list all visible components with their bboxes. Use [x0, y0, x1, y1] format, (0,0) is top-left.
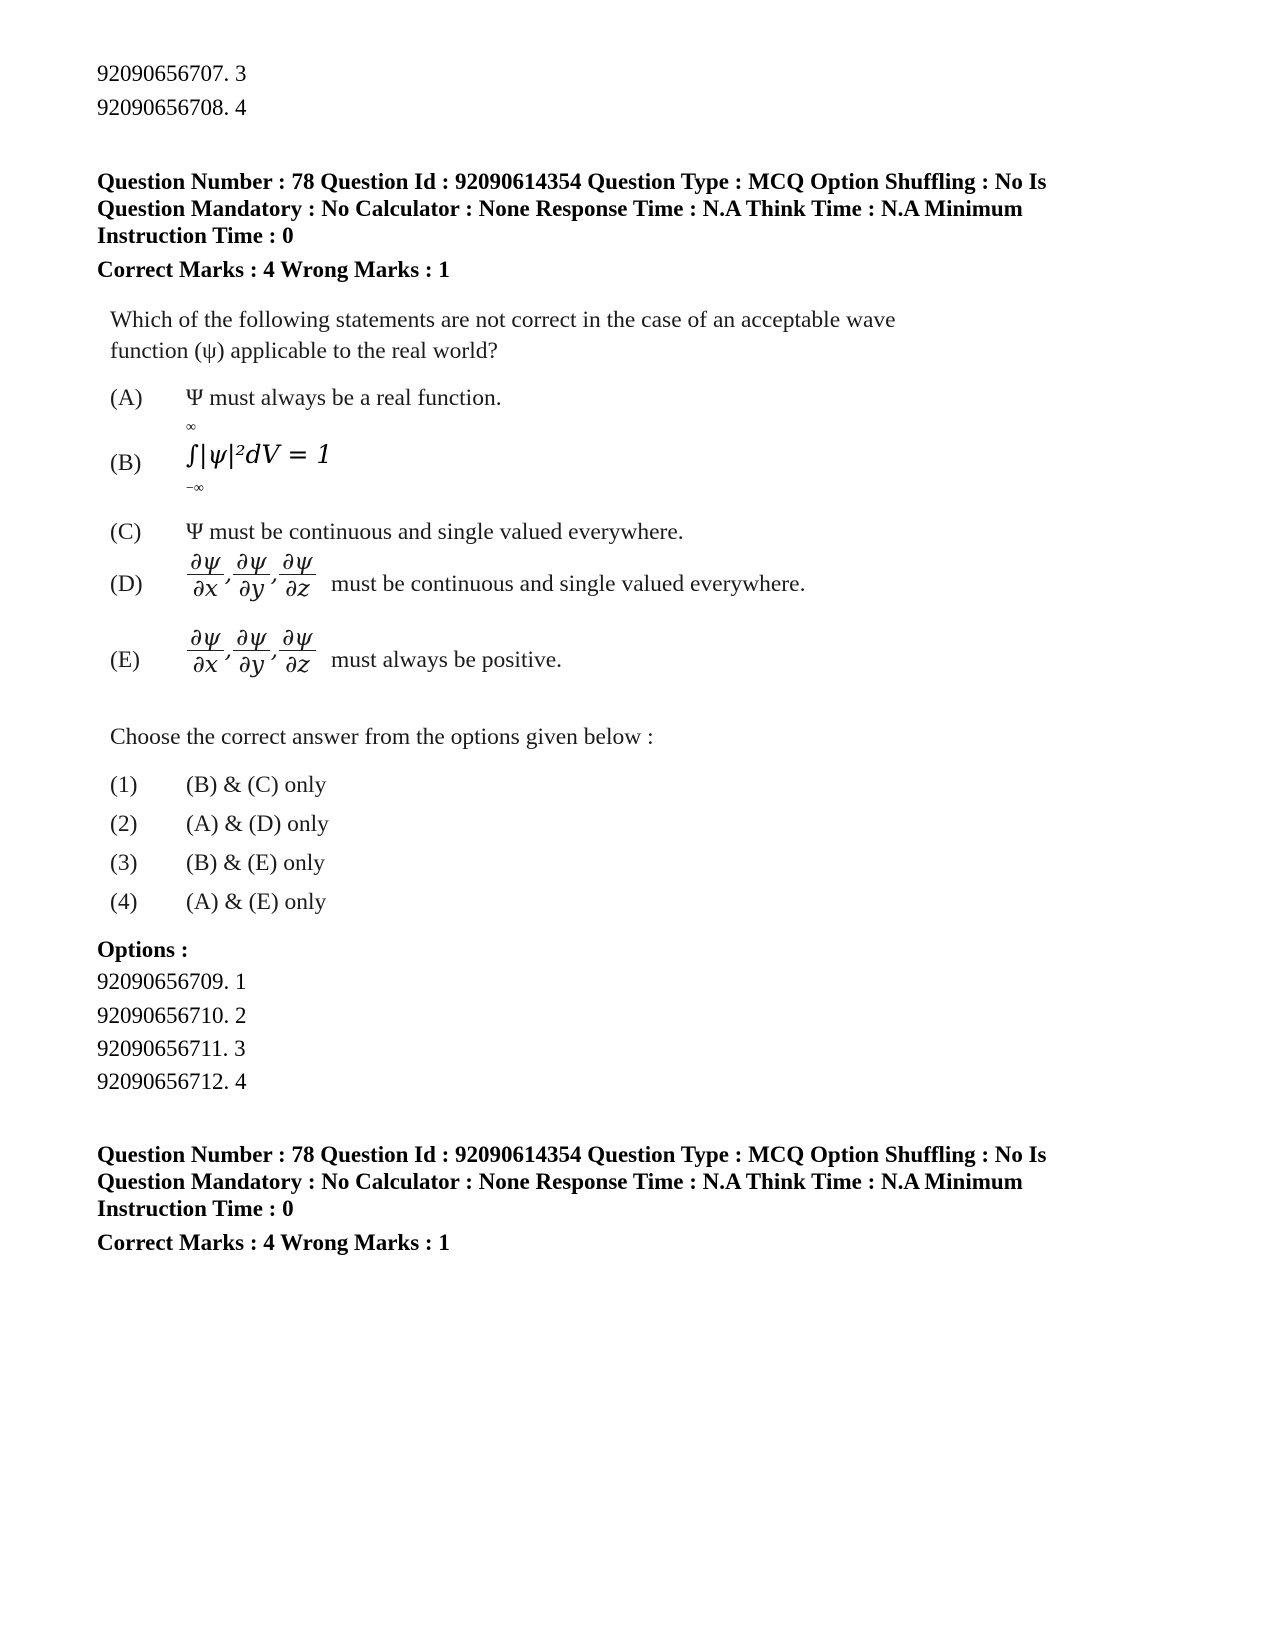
fraction-dpsi-dy: $\frac{\partial\psi}{\partial y}$: [233, 548, 270, 601]
integral-lower-limit: −∞: [186, 481, 204, 496]
fraction-dpsi-dx: $\frac{\partial\psi}{\partial x}$: [187, 624, 224, 677]
integral-upper-limit: ∞: [186, 420, 196, 435]
statement-text: must be continuous and single valued everywhere.: [331, 571, 806, 597]
answer-label: (3): [110, 850, 138, 876]
question-marks: Correct Marks : 4 Wrong Marks : 1: [97, 257, 450, 282]
next-question-header-line3: Instruction Time : 0: [97, 1196, 294, 1221]
fraction-dpsi-dy: $\frac{\partial\psi}{\partial y}$: [233, 624, 270, 677]
answer-label: (1): [110, 772, 138, 798]
fraction-dpsi-dx: $\frac{\partial\psi}{\partial x}$: [187, 548, 224, 601]
answer-text: (B) & (E) only: [186, 850, 326, 876]
next-question-header-line1: Question Number : 78 Question Id : 92090614354 Question Type : MCQ Option Shuffling : No Is: [97, 1142, 1047, 1167]
choose-prompt: Choose the correct answer from the options given below :: [110, 724, 654, 750]
next-question-marks: Correct Marks : 4 Wrong Marks : 1: [97, 1230, 450, 1255]
fraction-dpsi-dz: $\frac{\partial\psi}{\partial z}$: [279, 548, 316, 601]
prev-option-3: 92090656707. 3: [97, 61, 247, 86]
statement-text: Ψ must be continuous and single valued everywhere.: [186, 519, 684, 545]
statement-label: (C): [110, 519, 142, 545]
statement-label: (A): [110, 385, 143, 411]
integral-expression: ∫|ψ|²dV = 1: [186, 440, 333, 469]
partial-derivatives: $\frac{\partial\psi}{\partial x}$ , $\frac{\partial\psi}{\partial y}$ , $\frac{\partial\psi}{\partial z}$: [186, 624, 317, 677]
answer-label: (2): [110, 811, 138, 837]
next-question-header-line2: Question Mandatory : No Calculator : None Response Time : N.A Think Time : N.A Minimum: [97, 1169, 1023, 1194]
statement-label: (E): [110, 647, 141, 673]
answer-text: (A) & (E) only: [186, 889, 327, 915]
answer-text: (B) & (C) only: [186, 772, 327, 798]
option-1: 92090656709. 1: [97, 969, 247, 994]
question-stem-line1: Which of the following statements are not correct in the case of an acceptable wave: [110, 307, 896, 333]
statement-label: (B): [110, 450, 142, 476]
answer-text: (A) & (D) only: [186, 811, 329, 837]
statement-label: (D): [110, 571, 143, 597]
fraction-dpsi-dz: $\frac{\partial\psi}{\partial z}$: [279, 624, 316, 677]
option-3: 92090656711. 3: [97, 1036, 246, 1061]
question-header-line2: Question Mandatory : No Calculator : None Response Time : N.A Think Time : N.A Minimum: [97, 196, 1023, 221]
answer-label: (4): [110, 889, 138, 915]
prev-option-4: 92090656708. 4: [97, 95, 247, 120]
statement-text: Ψ must always be a real function.: [186, 385, 502, 411]
question-header-line1: Question Number : 78 Question Id : 92090614354 Question Type : MCQ Option Shuffling : No Is: [97, 169, 1047, 194]
option-2: 92090656710. 2: [97, 1003, 247, 1028]
statement-text: must always be positive.: [331, 647, 563, 673]
options-heading: Options :: [97, 937, 189, 962]
question-stem-line2: function (ψ) applicable to the real world?: [110, 338, 498, 364]
option-4: 92090656712. 4: [97, 1069, 247, 1094]
question-header-line3: Instruction Time : 0: [97, 223, 294, 248]
partial-derivatives: $\frac{\partial\psi}{\partial x}$ , $\frac{\partial\psi}{\partial y}$ , $\frac{\partial\psi}{\partial z}$: [186, 548, 317, 601]
